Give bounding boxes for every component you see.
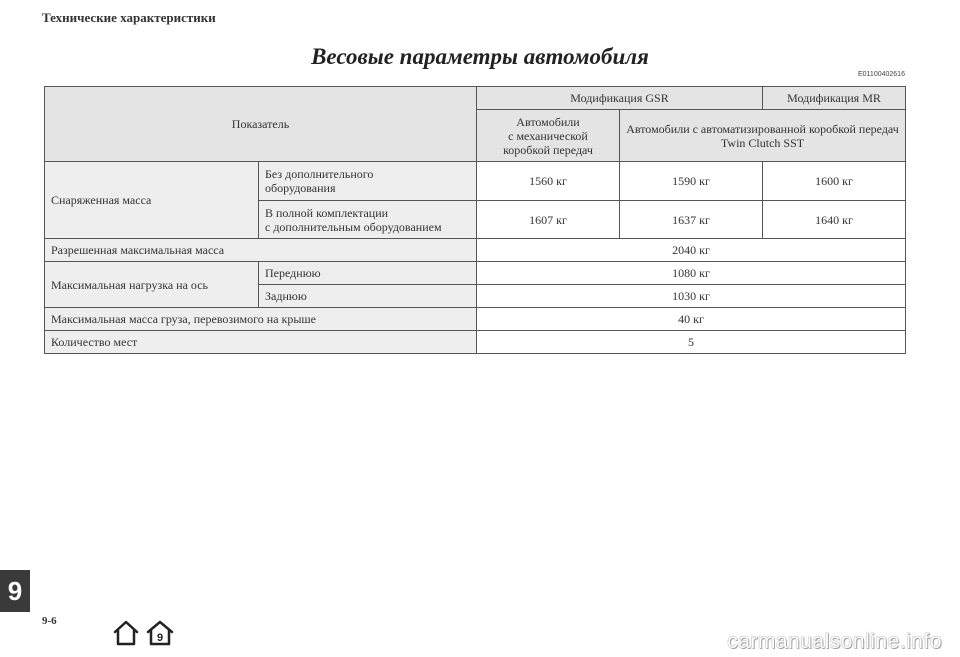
curb-weight-base-auto-gsr: 1590 кг	[620, 162, 763, 201]
indicator-header: Показатель	[45, 87, 477, 162]
weight-specs-table	[44, 86, 906, 354]
chapter-icon-label: 9	[156, 632, 164, 644]
table-row	[45, 308, 906, 331]
table-row	[45, 239, 906, 262]
table-row	[45, 162, 906, 201]
max-weight-label: Разрешенная максимальная масса	[45, 239, 477, 262]
seats-label: Количество мест	[45, 331, 477, 354]
chapter-home-icon[interactable]	[145, 619, 175, 647]
curb-weight-base-manual: 1560 кг	[477, 162, 620, 201]
table-row	[45, 87, 906, 110]
chapter-tab: 9	[0, 570, 30, 612]
axle-load-label: Максимальная нагрузка на ось	[45, 262, 259, 308]
page-title: Весовые параметры автомобиля	[311, 44, 649, 69]
roof-load-value: 40 кг	[477, 308, 906, 331]
table-row	[45, 262, 906, 285]
rear-axle-value: 1030 кг	[477, 285, 906, 308]
curb-weight-label: Снаряженная масса	[45, 162, 259, 239]
curb-weight-full-label: В полной комплектации с дополнительным оборудованием	[259, 201, 477, 239]
seats-value: 5	[477, 331, 906, 354]
front-axle-value: 1080 кг	[477, 262, 906, 285]
document-code: E01100402616	[858, 71, 905, 78]
rear-axle-label: Заднюю	[259, 285, 477, 308]
section-header: Технические характеристики	[42, 10, 216, 25]
roof-load-label: Максимальная масса груза, перевозимого на крыше	[45, 308, 477, 331]
curb-weight-full-manual: 1607 кг	[477, 201, 620, 239]
curb-weight-base-label: Без дополнительного оборудования	[259, 162, 477, 201]
front-axle-label: Переднюю	[259, 262, 477, 285]
page-number: 9-6	[42, 615, 57, 627]
table-row	[45, 331, 906, 354]
mr-header: Модификация MR	[763, 87, 906, 110]
max-weight-value: 2040 кг	[477, 239, 906, 262]
watermark: carmanualsonline.info	[727, 630, 942, 653]
curb-weight-base-auto-mr: 1600 кг	[763, 162, 906, 201]
manual-transmission-header: Автомобили с механической коробкой передач	[477, 110, 620, 162]
curb-weight-full-auto-mr: 1640 кг	[763, 201, 906, 239]
home-icon[interactable]	[112, 619, 140, 647]
auto-transmission-header: Автомобили с автоматизированной коробкой передач Twin Clutch SST	[620, 110, 906, 162]
curb-weight-full-auto-gsr: 1637 кг	[620, 201, 763, 239]
gsr-header: Модификация GSR	[477, 87, 763, 110]
